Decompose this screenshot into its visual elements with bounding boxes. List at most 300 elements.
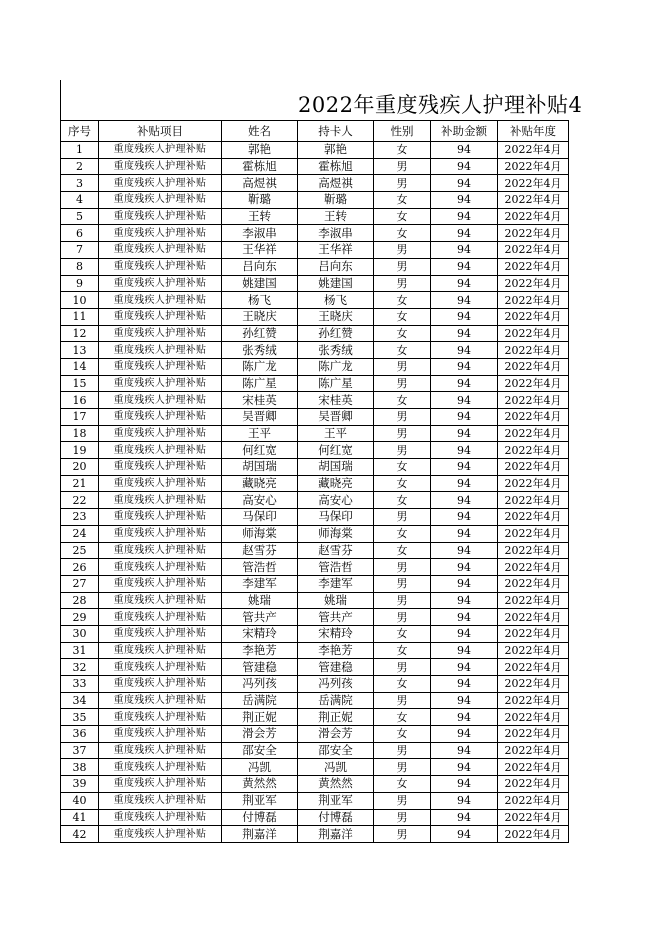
person-name-cell: 杨飞 [222, 292, 298, 309]
subsidy-period-cell: 2022年4月 [498, 642, 569, 659]
subsidy-period-cell: 2022年4月 [498, 425, 569, 442]
row-index-cell: 8 [61, 258, 99, 275]
subsidy-amount-cell: 94 [431, 475, 498, 492]
subsidy-amount-cell: 94 [431, 292, 498, 309]
gender-cell: 女 [374, 142, 431, 159]
row-index-cell: 32 [61, 659, 99, 676]
table-row [61, 292, 569, 309]
cardholder-cell: 付博磊 [298, 809, 374, 826]
subsidy-amount-cell: 94 [431, 592, 498, 609]
table-row [61, 809, 569, 826]
table-row [61, 575, 569, 592]
gender-cell: 女 [374, 192, 431, 209]
person-name-cell: 宋桂英 [222, 392, 298, 409]
subsidy-item-cell: 重度残疾人护理补贴 [99, 459, 222, 476]
subsidy-item-cell: 重度残疾人护理补贴 [99, 308, 222, 325]
table-body [61, 142, 569, 843]
cardholder-cell: 姚建国 [298, 275, 374, 292]
subsidy-amount-cell: 94 [431, 525, 498, 542]
subsidy-item-cell: 重度残疾人护理补贴 [99, 175, 222, 192]
row-index-cell: 22 [61, 492, 99, 509]
cardholder-cell: 岳满院 [298, 692, 374, 709]
gender-cell: 男 [374, 575, 431, 592]
subsidy-item-cell: 重度残疾人护理补贴 [99, 792, 222, 809]
subsidy-item-cell: 重度残疾人护理补贴 [99, 809, 222, 826]
gender-cell: 女 [374, 225, 431, 242]
subsidy-item-cell: 重度残疾人护理补贴 [99, 642, 222, 659]
table-row [61, 425, 569, 442]
table-row [61, 692, 569, 709]
gender-cell: 男 [374, 659, 431, 676]
row-index-cell: 30 [61, 625, 99, 642]
subsidy-period-cell: 2022年4月 [498, 392, 569, 409]
table-row [61, 642, 569, 659]
row-index-cell: 17 [61, 409, 99, 426]
person-name-cell: 管浩哲 [222, 559, 298, 576]
cardholder-cell: 王平 [298, 425, 374, 442]
gender-cell: 男 [374, 358, 431, 375]
subsidy-table [60, 120, 569, 843]
gender-cell: 男 [374, 792, 431, 809]
row-index-cell: 26 [61, 559, 99, 576]
table-row [61, 392, 569, 409]
subsidy-amount-cell: 94 [431, 258, 498, 275]
cardholder-cell: 黄然然 [298, 776, 374, 793]
cardholder-cell: 高安心 [298, 492, 374, 509]
subsidy-item-cell: 重度残疾人护理补贴 [99, 292, 222, 309]
person-name-cell: 管共产 [222, 609, 298, 626]
table-row [61, 158, 569, 175]
subsidy-period-cell: 2022年4月 [498, 492, 569, 509]
subsidy-period-cell: 2022年4月 [498, 575, 569, 592]
subsidy-amount-cell: 94 [431, 826, 498, 843]
gender-cell: 女 [374, 709, 431, 726]
gender-cell: 女 [374, 459, 431, 476]
subsidy-amount-cell: 94 [431, 809, 498, 826]
person-name-cell: 荆嘉洋 [222, 826, 298, 843]
subsidy-period-cell: 2022年4月 [498, 275, 569, 292]
table-row [61, 659, 569, 676]
header-amount: 补助金额 [431, 121, 498, 142]
subsidy-item-cell: 重度残疾人护理补贴 [99, 358, 222, 375]
row-index-cell: 25 [61, 542, 99, 559]
subsidy-item-cell: 重度残疾人护理补贴 [99, 425, 222, 442]
person-name-cell: 宋精玲 [222, 625, 298, 642]
subsidy-item-cell: 重度残疾人护理补贴 [99, 208, 222, 225]
cardholder-cell: 霍栋旭 [298, 158, 374, 175]
cardholder-cell: 王晓庆 [298, 308, 374, 325]
subsidy-amount-cell: 94 [431, 492, 498, 509]
row-index-cell: 4 [61, 192, 99, 209]
row-index-cell: 35 [61, 709, 99, 726]
gender-cell: 男 [374, 175, 431, 192]
gender-cell: 女 [374, 642, 431, 659]
subsidy-item-cell: 重度残疾人护理补贴 [99, 492, 222, 509]
subsidy-period-cell: 2022年4月 [498, 792, 569, 809]
table-row [61, 676, 569, 693]
subsidy-amount-cell: 94 [431, 642, 498, 659]
page-title: 2022年重度残疾人护理补贴4 [298, 93, 583, 117]
subsidy-item-cell: 重度残疾人护理补贴 [99, 709, 222, 726]
subsidy-item-cell: 重度残疾人护理补贴 [99, 325, 222, 342]
subsidy-period-cell: 2022年4月 [498, 525, 569, 542]
table-row [61, 258, 569, 275]
cardholder-cell: 马保印 [298, 509, 374, 526]
table-row [61, 325, 569, 342]
subsidy-item-cell: 重度残疾人护理补贴 [99, 192, 222, 209]
subsidy-amount-cell: 94 [431, 542, 498, 559]
row-index-cell: 27 [61, 575, 99, 592]
table-row [61, 208, 569, 225]
person-name-cell: 冯列孩 [222, 676, 298, 693]
gender-cell: 男 [374, 592, 431, 609]
row-index-cell: 11 [61, 308, 99, 325]
gender-cell: 女 [374, 292, 431, 309]
gender-cell: 女 [374, 308, 431, 325]
person-name-cell: 胡国瑞 [222, 459, 298, 476]
subsidy-item-cell: 重度残疾人护理补贴 [99, 242, 222, 259]
row-index-cell: 14 [61, 358, 99, 375]
cardholder-cell: 胡国瑞 [298, 459, 374, 476]
table-row [61, 826, 569, 843]
cardholder-cell: 姚瑞 [298, 592, 374, 609]
cardholder-cell: 王转 [298, 208, 374, 225]
table-row [61, 275, 569, 292]
table-row [61, 776, 569, 793]
subsidy-amount-cell: 94 [431, 392, 498, 409]
gender-cell: 女 [374, 525, 431, 542]
subsidy-item-cell: 重度残疾人护理补贴 [99, 575, 222, 592]
person-name-cell: 吕向东 [222, 258, 298, 275]
cardholder-cell: 荆亚军 [298, 792, 374, 809]
table-row [61, 592, 569, 609]
person-name-cell: 黄然然 [222, 776, 298, 793]
person-name-cell: 王晓庆 [222, 308, 298, 325]
person-name-cell: 张秀绒 [222, 342, 298, 359]
person-name-cell: 荆正妮 [222, 709, 298, 726]
cardholder-cell: 管建稳 [298, 659, 374, 676]
person-name-cell: 滑会芳 [222, 726, 298, 743]
subsidy-item-cell: 重度残疾人护理补贴 [99, 676, 222, 693]
gender-cell: 男 [374, 742, 431, 759]
person-name-cell: 荆亚军 [222, 792, 298, 809]
gender-cell: 男 [374, 425, 431, 442]
subsidy-period-cell: 2022年4月 [498, 242, 569, 259]
header-item: 补贴项目 [99, 121, 222, 142]
person-name-cell: 陈广龙 [222, 358, 298, 375]
subsidy-item-cell: 重度残疾人护理补贴 [99, 609, 222, 626]
subsidy-amount-cell: 94 [431, 759, 498, 776]
subsidy-amount-cell: 94 [431, 709, 498, 726]
subsidy-amount-cell: 94 [431, 459, 498, 476]
subsidy-period-cell: 2022年4月 [498, 459, 569, 476]
row-index-cell: 18 [61, 425, 99, 442]
cardholder-cell: 郭艳 [298, 142, 374, 159]
subsidy-item-cell: 重度残疾人护理补贴 [99, 726, 222, 743]
table-row [61, 409, 569, 426]
gender-cell: 男 [374, 409, 431, 426]
gender-cell: 男 [374, 826, 431, 843]
table-row [61, 225, 569, 242]
cardholder-cell: 靳璐 [298, 192, 374, 209]
table-row [61, 492, 569, 509]
table-row [61, 609, 569, 626]
cardholder-cell: 李淑串 [298, 225, 374, 242]
row-index-cell: 42 [61, 826, 99, 843]
subsidy-period-cell: 2022年4月 [498, 542, 569, 559]
table-row [61, 542, 569, 559]
subsidy-item-cell: 重度残疾人护理补贴 [99, 142, 222, 159]
subsidy-amount-cell: 94 [431, 342, 498, 359]
person-name-cell: 冯凯 [222, 759, 298, 776]
cardholder-cell: 吴晋卿 [298, 409, 374, 426]
header-year: 补贴年度 [498, 121, 569, 142]
subsidy-amount-cell: 94 [431, 375, 498, 392]
person-name-cell: 高煜祺 [222, 175, 298, 192]
subsidy-period-cell: 2022年4月 [498, 158, 569, 175]
table-row [61, 525, 569, 542]
subsidy-period-cell: 2022年4月 [498, 559, 569, 576]
row-index-cell: 39 [61, 776, 99, 793]
cardholder-cell: 何红宽 [298, 442, 374, 459]
subsidy-period-cell: 2022年4月 [498, 325, 569, 342]
person-name-cell: 李建军 [222, 575, 298, 592]
subsidy-item-cell: 重度残疾人护理补贴 [99, 475, 222, 492]
subsidy-amount-cell: 94 [431, 242, 498, 259]
subsidy-period-cell: 2022年4月 [498, 776, 569, 793]
subsidy-amount-cell: 94 [431, 425, 498, 442]
gender-cell: 男 [374, 559, 431, 576]
subsidy-item-cell: 重度残疾人护理补贴 [99, 759, 222, 776]
gender-cell: 女 [374, 325, 431, 342]
subsidy-item-cell: 重度残疾人护理补贴 [99, 776, 222, 793]
subsidy-period-cell: 2022年4月 [498, 592, 569, 609]
subsidy-period-cell: 2022年4月 [498, 759, 569, 776]
subsidy-period-cell: 2022年4月 [498, 475, 569, 492]
subsidy-item-cell: 重度残疾人护理补贴 [99, 158, 222, 175]
subsidy-item-cell: 重度残疾人护理补贴 [99, 525, 222, 542]
row-index-cell: 2 [61, 158, 99, 175]
subsidy-period-cell: 2022年4月 [498, 809, 569, 826]
header-index: 序号 [61, 121, 99, 142]
cardholder-cell: 张秀绒 [298, 342, 374, 359]
person-name-cell: 霍栋旭 [222, 158, 298, 175]
subsidy-period-cell: 2022年4月 [498, 409, 569, 426]
gender-cell: 男 [374, 375, 431, 392]
subsidy-period-cell: 2022年4月 [498, 742, 569, 759]
subsidy-item-cell: 重度残疾人护理补贴 [99, 392, 222, 409]
row-index-cell: 19 [61, 442, 99, 459]
subsidy-period-cell: 2022年4月 [498, 375, 569, 392]
cardholder-cell: 宋桂英 [298, 392, 374, 409]
subsidy-amount-cell: 94 [431, 509, 498, 526]
subsidy-amount-cell: 94 [431, 692, 498, 709]
gender-cell: 女 [374, 342, 431, 359]
subsidy-amount-cell: 94 [431, 175, 498, 192]
gender-cell: 女 [374, 492, 431, 509]
cardholder-cell: 赵雪芬 [298, 542, 374, 559]
person-name-cell: 姚建国 [222, 275, 298, 292]
person-name-cell: 付博磊 [222, 809, 298, 826]
row-index-cell: 13 [61, 342, 99, 359]
subsidy-sheet [60, 80, 662, 843]
gender-cell: 男 [374, 692, 431, 709]
table-row [61, 742, 569, 759]
gender-cell: 男 [374, 509, 431, 526]
table-row [61, 709, 569, 726]
cardholder-cell: 李艳芳 [298, 642, 374, 659]
row-index-cell: 9 [61, 275, 99, 292]
cardholder-cell: 陈广星 [298, 375, 374, 392]
subsidy-period-cell: 2022年4月 [498, 192, 569, 209]
person-name-cell: 李淑串 [222, 225, 298, 242]
gender-cell: 男 [374, 258, 431, 275]
gender-cell: 男 [374, 275, 431, 292]
cardholder-cell: 管共产 [298, 609, 374, 626]
subsidy-item-cell: 重度残疾人护理补贴 [99, 342, 222, 359]
cardholder-cell: 孙红赞 [298, 325, 374, 342]
table-row [61, 792, 569, 809]
person-name-cell: 李艳芳 [222, 642, 298, 659]
gender-cell: 女 [374, 625, 431, 642]
cardholder-cell: 藏晓亮 [298, 475, 374, 492]
person-name-cell: 陈广星 [222, 375, 298, 392]
subsidy-period-cell: 2022年4月 [498, 342, 569, 359]
person-name-cell: 郭艳 [222, 142, 298, 159]
subsidy-item-cell: 重度残疾人护理补贴 [99, 742, 222, 759]
subsidy-period-cell: 2022年4月 [498, 175, 569, 192]
subsidy-amount-cell: 94 [431, 609, 498, 626]
table-row [61, 726, 569, 743]
cardholder-cell: 王华祥 [298, 242, 374, 259]
person-name-cell: 何红宽 [222, 442, 298, 459]
person-name-cell: 藏晓亮 [222, 475, 298, 492]
subsidy-period-cell: 2022年4月 [498, 358, 569, 375]
subsidy-amount-cell: 94 [431, 208, 498, 225]
subsidy-period-cell: 2022年4月 [498, 258, 569, 275]
person-name-cell: 邵安全 [222, 742, 298, 759]
person-name-cell: 管建稳 [222, 659, 298, 676]
table-row [61, 442, 569, 459]
row-index-cell: 37 [61, 742, 99, 759]
row-index-cell: 36 [61, 726, 99, 743]
cardholder-cell: 邵安全 [298, 742, 374, 759]
row-index-cell: 7 [61, 242, 99, 259]
row-index-cell: 34 [61, 692, 99, 709]
person-name-cell: 靳璐 [222, 192, 298, 209]
cardholder-cell: 荆嘉洋 [298, 826, 374, 843]
cardholder-cell: 荆正妮 [298, 709, 374, 726]
subsidy-item-cell: 重度残疾人护理补贴 [99, 659, 222, 676]
gender-cell: 男 [374, 809, 431, 826]
person-name-cell: 王华祥 [222, 242, 298, 259]
person-name-cell: 师海棠 [222, 525, 298, 542]
subsidy-period-cell: 2022年4月 [498, 292, 569, 309]
table-row [61, 142, 569, 159]
subsidy-amount-cell: 94 [431, 559, 498, 576]
gender-cell: 女 [374, 475, 431, 492]
subsidy-amount-cell: 94 [431, 308, 498, 325]
person-name-cell: 高安心 [222, 492, 298, 509]
row-index-cell: 23 [61, 509, 99, 526]
table-row [61, 559, 569, 576]
subsidy-item-cell: 重度残疾人护理补贴 [99, 559, 222, 576]
row-index-cell: 40 [61, 792, 99, 809]
subsidy-period-cell: 2022年4月 [498, 225, 569, 242]
row-index-cell: 3 [61, 175, 99, 192]
subsidy-period-cell: 2022年4月 [498, 659, 569, 676]
header-gender: 性别 [374, 121, 431, 142]
subsidy-amount-cell: 94 [431, 742, 498, 759]
subsidy-amount-cell: 94 [431, 409, 498, 426]
subsidy-amount-cell: 94 [431, 275, 498, 292]
person-name-cell: 王平 [222, 425, 298, 442]
gender-cell: 女 [374, 208, 431, 225]
person-name-cell: 吴晋卿 [222, 409, 298, 426]
row-index-cell: 20 [61, 459, 99, 476]
gender-cell: 女 [374, 726, 431, 743]
subsidy-period-cell: 2022年4月 [498, 442, 569, 459]
subsidy-period-cell: 2022年4月 [498, 142, 569, 159]
subsidy-period-cell: 2022年4月 [498, 676, 569, 693]
subsidy-amount-cell: 94 [431, 442, 498, 459]
subsidy-amount-cell: 94 [431, 225, 498, 242]
gender-cell: 女 [374, 776, 431, 793]
header-name: 姓名 [222, 121, 298, 142]
subsidy-period-cell: 2022年4月 [498, 709, 569, 726]
subsidy-amount-cell: 94 [431, 358, 498, 375]
subsidy-amount-cell: 94 [431, 325, 498, 342]
cardholder-cell: 吕向东 [298, 258, 374, 275]
table-row [61, 475, 569, 492]
row-index-cell: 6 [61, 225, 99, 242]
table-row [61, 358, 569, 375]
table-row [61, 509, 569, 526]
table-row [61, 308, 569, 325]
row-index-cell: 31 [61, 642, 99, 659]
subsidy-item-cell: 重度残疾人护理补贴 [99, 542, 222, 559]
subsidy-amount-cell: 94 [431, 192, 498, 209]
header-row [61, 121, 569, 142]
row-index-cell: 38 [61, 759, 99, 776]
person-name-cell: 赵雪芬 [222, 542, 298, 559]
row-index-cell: 24 [61, 525, 99, 542]
cardholder-cell: 冯列孩 [298, 676, 374, 693]
subsidy-amount-cell: 94 [431, 158, 498, 175]
subsidy-period-cell: 2022年4月 [498, 609, 569, 626]
subsidy-item-cell: 重度残疾人护理补贴 [99, 258, 222, 275]
subsidy-period-cell: 2022年4月 [498, 726, 569, 743]
gender-cell: 女 [374, 542, 431, 559]
subsidy-item-cell: 重度残疾人护理补贴 [99, 442, 222, 459]
row-index-cell: 41 [61, 809, 99, 826]
subsidy-period-cell: 2022年4月 [498, 826, 569, 843]
subsidy-period-cell: 2022年4月 [498, 625, 569, 642]
person-name-cell: 姚瑞 [222, 592, 298, 609]
gender-cell: 男 [374, 242, 431, 259]
table-row [61, 175, 569, 192]
title-row [60, 80, 662, 120]
cardholder-cell: 滑会芳 [298, 726, 374, 743]
subsidy-amount-cell: 94 [431, 776, 498, 793]
person-name-cell: 王转 [222, 208, 298, 225]
subsidy-amount-cell: 94 [431, 575, 498, 592]
subsidy-amount-cell: 94 [431, 625, 498, 642]
subsidy-amount-cell: 94 [431, 676, 498, 693]
row-index-cell: 15 [61, 375, 99, 392]
row-index-cell: 29 [61, 609, 99, 626]
subsidy-amount-cell: 94 [431, 792, 498, 809]
